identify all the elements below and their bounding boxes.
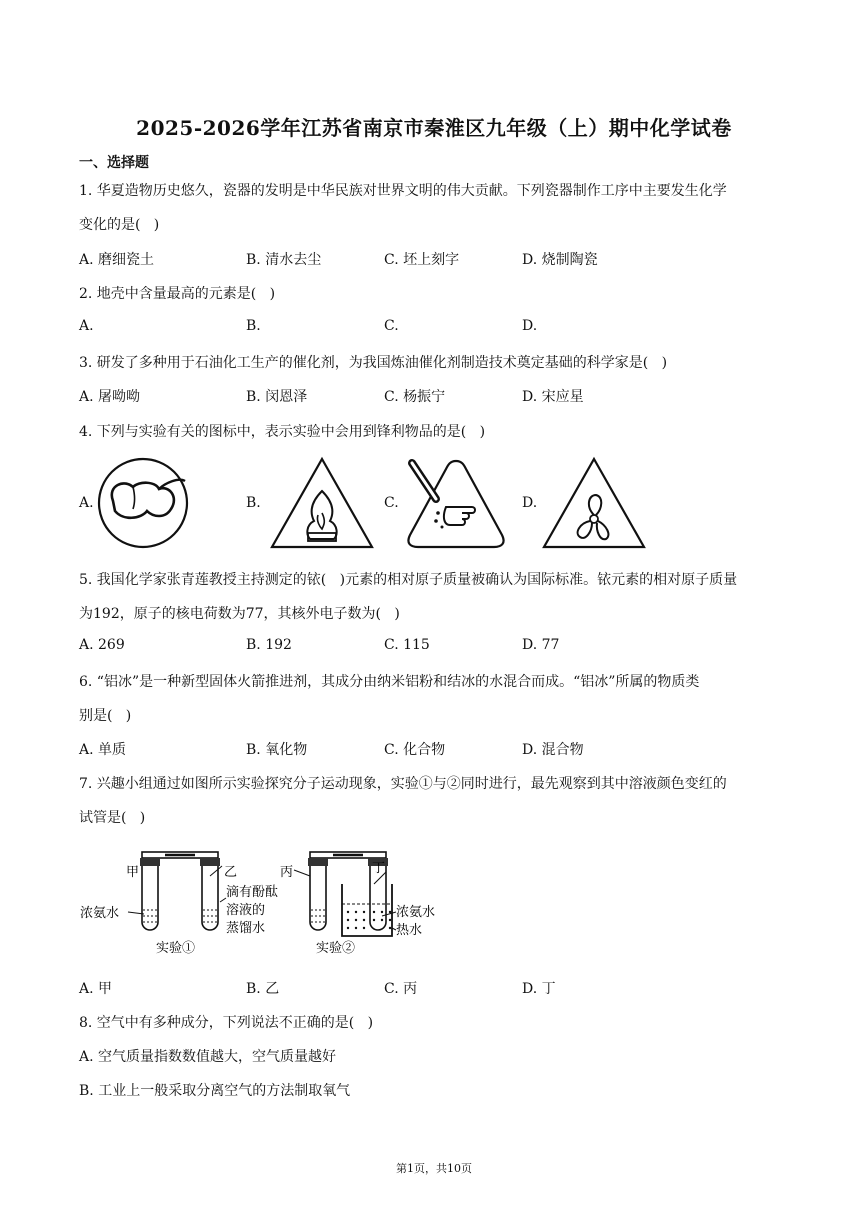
q6-stem-line1: 6. “铝冰”是一种新型固体火箭推进剂，其成分由纳米铝粉和结冰的水混合而成。“铝冰”所属的物质类 — [79, 674, 700, 690]
q8-option-a: A. 空气质量指数数值越大，空气质量越好 — [79, 1049, 337, 1065]
page-footer: 第1页，共10页 — [396, 1162, 472, 1175]
label-bing: 丙 — [280, 865, 294, 880]
q2-stem: 2. 地壳中含量最高的元素是( ) — [79, 286, 276, 302]
q4-option-c: C. — [384, 495, 399, 511]
fan-ventilation-icon — [540, 455, 648, 551]
q3-option-b: B. 闵恩泽 — [246, 389, 308, 405]
q1-option-a: A. 磨细瓷土 — [79, 252, 155, 268]
q1-option-b: B. 清水去尘 — [246, 252, 322, 268]
q5-option-a: A. 269 — [79, 637, 125, 653]
q8-option-b: B. 工业上一般采取分离空气的方法制取氧气 — [79, 1083, 351, 1099]
q2-option-a: A. — [79, 318, 94, 334]
q1-stem-line2: 变化的是( ) — [79, 217, 160, 233]
q6-option-d: D. 混合物 — [522, 742, 584, 758]
q7-option-c: C. 丙 — [384, 981, 418, 997]
label-ding: 丁 — [372, 861, 386, 876]
q4-option-a: A. — [79, 495, 94, 511]
label-hot-water: 热水 — [396, 923, 423, 938]
q6-stem-line2: 别是( ) — [79, 708, 132, 724]
sharp-object-icon — [402, 455, 510, 551]
q2-option-d: D. — [522, 318, 538, 334]
label-phenol-3: 蒸馏水 — [226, 921, 266, 936]
q1-stem-line1: 1. 华夏造物历史悠久，瓷器的发明是中华民族对世界文明的伟大贡献。下列瓷器制作工序中主要发生化学 — [79, 183, 727, 199]
q2-option-c: C. — [384, 318, 399, 334]
molecule-diffusion-experiment-figure — [80, 842, 450, 964]
q3-option-a: A. 屠呦呦 — [79, 389, 141, 405]
q6-option-c: C. 化合物 — [384, 742, 446, 758]
q5-option-b: B. 192 — [246, 637, 292, 653]
label-phenol-1: 滴有酚酞 — [226, 885, 279, 900]
label-yi: 乙 — [224, 865, 238, 880]
q5-option-c: C. 115 — [384, 637, 430, 653]
q7-option-b: B. 乙 — [246, 981, 280, 997]
label-phenol-2: 溶液的 — [226, 903, 266, 918]
q4-stem: 4. 下列与实验有关的图标中，表示实验中会用到锋利物品的是( ) — [79, 424, 486, 440]
page-title: 2025-2026学年江苏省南京市秦淮区九年级（上）期中化学试卷 — [136, 116, 732, 140]
q7-option-d: D. 丁 — [522, 981, 556, 997]
q6-option-b: B. 氧化物 — [246, 742, 308, 758]
q2-option-b: B. — [246, 318, 261, 334]
q7-stem-line1: 7. 兴趣小组通过如图所示实验探究分子运动现象，实验①与②同时进行，最先观察到其中溶液颜色变红的 — [79, 776, 727, 792]
goggles-icon — [95, 455, 195, 551]
q7-option-a: A. 甲 — [79, 981, 113, 997]
label-exp1: 实验① — [156, 941, 196, 956]
q6-option-a: A. 单质 — [79, 742, 127, 758]
q4-option-d: D. — [522, 495, 538, 511]
q3-stem: 3. 研发了多种用于石油化工生产的催化剂，为我国炼油催化剂制造技术奠定基础的科学家是( ) — [79, 355, 668, 371]
section-heading: 一、选择题 — [79, 155, 149, 171]
q3-option-c: C. 杨振宁 — [384, 389, 446, 405]
q7-stem-line2: 试管是( ) — [79, 810, 146, 826]
label-ammonia-right: 浓氨水 — [396, 905, 436, 920]
label-ammonia-left: 浓氨水 — [80, 906, 120, 921]
q5-stem-line2: 为192，原子的核电荷数为77，其核外电子数为( ) — [79, 606, 400, 622]
q3-option-d: D. 宋应星 — [522, 389, 584, 405]
q4-option-b: B. — [246, 495, 261, 511]
label-exp2: 实验② — [316, 941, 356, 956]
q1-option-d: D. 烧制陶瓷 — [522, 252, 598, 268]
q5-stem-line1: 5. 我国化学家张青莲教授主持测定的铱( )元素的相对原子质量被确认为国际标准。铱元素的相对原子质量 — [79, 572, 738, 588]
q8-stem: 8. 空气中有多种成分，下列说法不正确的是( ) — [79, 1015, 374, 1031]
q1-option-c: C. 坯上刻字 — [384, 252, 460, 268]
flame-warning-icon — [268, 455, 376, 551]
label-jia: 甲 — [126, 865, 140, 880]
q5-option-d: D. 77 — [522, 637, 560, 653]
